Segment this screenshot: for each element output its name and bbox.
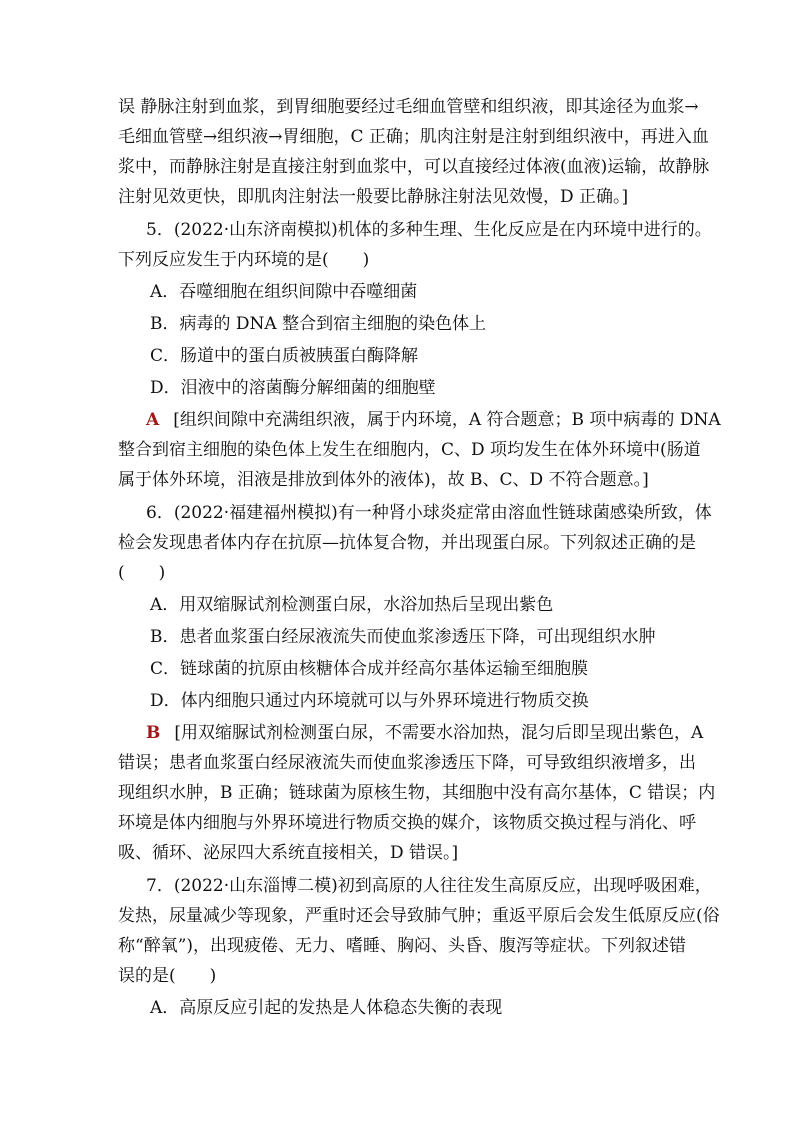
question-5-stem: 下列反应发生于内环境的是( ): [118, 250, 370, 270]
question-6-explanation: 现组织水肿，B 正确；链球菌为原核生物，其细胞中没有高尔基体，C 错误；内: [118, 783, 716, 803]
question-5-explanation: 属于体外环境，泪液是排放到体外的液体)，故 B、C、D 不符合题意。]: [118, 470, 649, 490]
question-7-stem: 发热，尿量减少等现象，严重时还会导致肺气肿；重返平原后会发生低原反应(俗: [118, 906, 720, 926]
question-5-answer: A: [146, 410, 160, 430]
question-6-explanation: B [用双缩脲试剂检测蛋白尿，不需要水浴加热，混匀后即呈现出紫色，A: [146, 723, 704, 743]
question-5-option-b: B．病毒的 DNA 整合到宿主细胞的染色体上: [150, 314, 487, 334]
question-5-option-c: C．肠道中的蛋白质被胰蛋白酶降解: [150, 346, 419, 366]
text-line: 毛细血管壁→组织液→胃细胞，C 正确；肌肉注射是注射到组织液中，再进入血: [118, 127, 709, 147]
question-6-answer: B: [146, 723, 161, 743]
question-6-option-d: D．体内细胞只通过内环境就可以与外界环境进行物质交换: [150, 691, 589, 711]
text-line: 误 静脉注射到血浆，到胃细胞要经过毛细血管壁和组织液，即其途径为血浆→: [118, 97, 699, 117]
question-6-option-a: A．用双缩脲试剂检测蛋白尿，水浴加热后呈现出紫色: [150, 595, 554, 615]
question-6-explanation: 错误；患者血浆蛋白经尿液流失而使血浆渗透压下降，可导致组织液增多，出: [118, 753, 696, 773]
question-7-option-a: A．高原反应引起的发热是人体稳态失衡的表现: [150, 998, 503, 1018]
question-5-explanation: A [组织间隙中充满组织液，属于内环境，A 符合题意；B 项中病毒的 DNA: [146, 410, 721, 430]
question-5-stem: 5．(2022·山东济南模拟)机体的多种生理、生化反应是在内环境中进行的。: [146, 220, 712, 240]
text-line: 浆中，而静脉注射是直接注射到血浆中，可以直接经过体液(血液)运输，故静脉: [118, 157, 710, 177]
question-7-stem: 误的是( ): [118, 966, 217, 986]
question-6-explanation: 环境是体内细胞与外界环境进行物质交换的媒介，该物质交换过程与消化、呼: [118, 813, 696, 833]
question-5-option-d: D．泪液中的溶菌酶分解细菌的细胞壁: [150, 378, 436, 398]
text-line: 注射见效更快，即肌肉注射法一般要比静脉注射法见效慢，D 正确。]: [118, 187, 629, 207]
question-6-explanation: 吸、循环、泌尿四大系统直接相关，D 错误。]: [118, 843, 459, 863]
question-5-explanation: 整合到宿主细胞的染色体上发生在细胞内，C、D 项均发生在体外环境中(肠道: [118, 440, 701, 460]
question-6-stem: ( ): [118, 563, 166, 583]
question-7-stem: 称“醉氧”)，出现疲倦、无力、嗜睡、胸闷、头昏、腹泻等症状。下列叙述错: [118, 936, 687, 956]
question-6-stem: 6．(2022·福建福州模拟)有一种肾小球炎症常由溶血性链球菌感染所致，体: [146, 503, 712, 523]
question-6-option-b: B．患者血浆蛋白经尿液流失而使血浆渗透压下降，可出现组织水肿: [150, 627, 656, 647]
question-5-option-a: A．吞噬细胞在组织间隙中吞噬细菌: [150, 282, 418, 302]
question-6-option-c: C．链球菌的抗原由核糖体合成并经高尔基体运输至细胞膜: [150, 659, 589, 679]
question-6-stem: 检会发现患者体内存在抗原—抗体复合物，并出现蛋白尿。下列叙述正确的是: [118, 533, 696, 553]
question-7-stem: 7．(2022·山东淄博二模)初到高原的人往往发生高原反应，出现呼吸困难，: [146, 876, 712, 896]
